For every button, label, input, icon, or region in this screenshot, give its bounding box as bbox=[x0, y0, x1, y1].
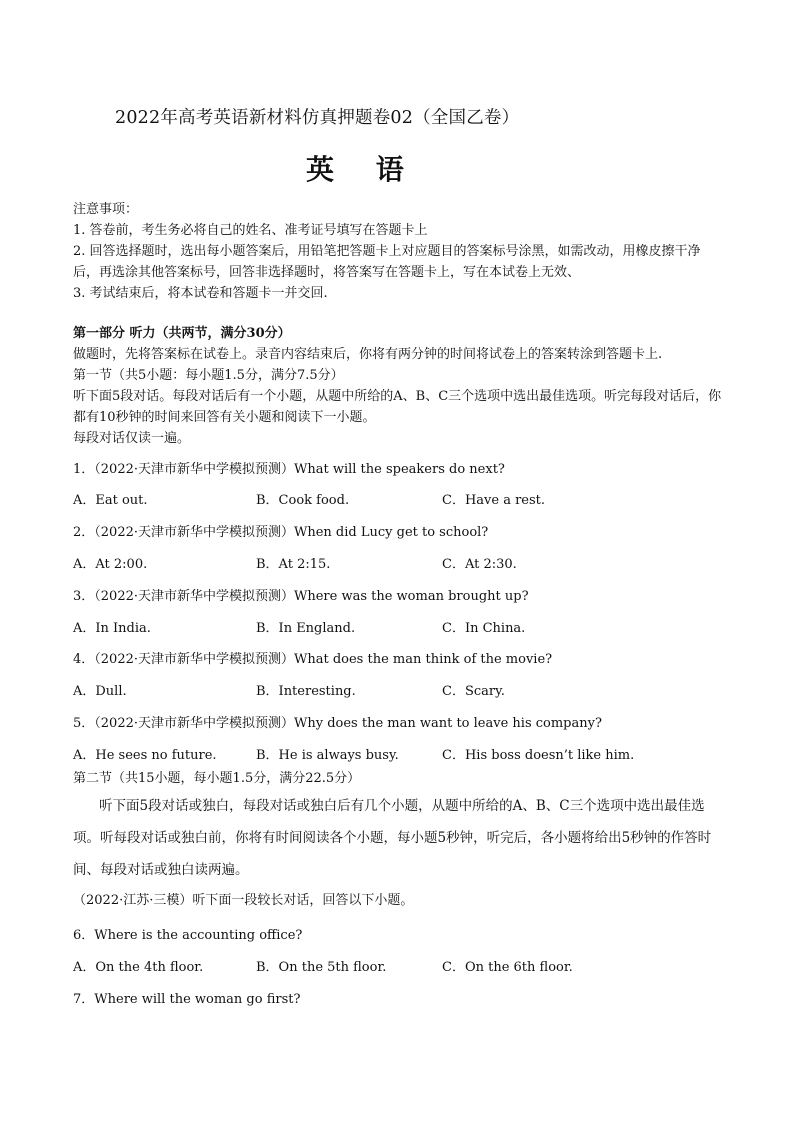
question-3-option-b: B．In England. bbox=[256, 621, 356, 636]
exam-title: 2022年高考英语新材料仿真押题卷02（全国乙卷） bbox=[115, 108, 520, 128]
question-6-option-a: A．On the 4th floor. bbox=[73, 960, 204, 975]
part1-instruction: 做题时，先将答案标在试卷上。录音内容结束后，你将有两分钟的时间将试卷上的答案转涂到答题卡上. bbox=[73, 347, 663, 362]
question-2-option-a: A．At 2:00. bbox=[73, 557, 148, 572]
notice-item-2: 2. 回答选择题时，选出每小题答案后，用铅笔把答题卡上对应题目的答案标号涂黑，如需改动，用橡皮擦干净后，再选涂其他答案标号，回答非选择题时，将答案写在答题卡上，写在本试卷上无效、 bbox=[73, 244, 701, 280]
section1-instruction: 听下面5段对话。每段对话后有一个小题，从题中所给的A、B、C三个选项中选出最佳选项。听完每段对话后，你都有10秒钟的时间来回答有关小题和阅读下一小题。 bbox=[73, 389, 722, 425]
question-1-stem: 1．（2022·天津市新华中学模拟预测）What will the speakers do next? bbox=[73, 462, 505, 477]
part1-heading: 第一部分 听力（共两节，满分30分） bbox=[73, 326, 291, 341]
source-line: （2022·江苏·三模）听下面一段较长对话，回答以下小题。 bbox=[73, 893, 414, 908]
question-6-option-c: C．On the 6th floor. bbox=[442, 960, 573, 975]
question-5-option-b: B．He is always busy. bbox=[256, 748, 399, 763]
notice-item-3: 3. 考试结束后，将本试卷和答题卡一并交回. bbox=[73, 286, 328, 301]
notice-item-1: 1. 答卷前，考生务必将自己的姓名、准考证号填写在答题卡上 bbox=[73, 223, 428, 238]
question-3-option-c: C．In China. bbox=[442, 621, 526, 636]
question-3-option-a: A．In India. bbox=[73, 621, 151, 636]
question-5-stem: 5．（2022·天津市新华中学模拟预测）Why does the man want to leave his company? bbox=[73, 716, 602, 731]
section1-heading: 第一节（共5小题：每小题1.5分，满分7.5分） bbox=[73, 368, 344, 383]
question-1-option-c: C．Have a rest. bbox=[442, 493, 546, 508]
section1-note: 每段对话仅读一遍。 bbox=[73, 431, 191, 446]
question-1-option-a: A．Eat out. bbox=[73, 493, 148, 508]
question-1-option-b: B．Cook food. bbox=[256, 493, 350, 508]
question-7-stem: 7．Where will the woman go first? bbox=[73, 992, 301, 1007]
subject-heading: 英 语 bbox=[306, 153, 420, 186]
section2-heading: 第二节（共15小题，每小题1.5分，满分22.5分） bbox=[73, 771, 361, 786]
section2-instruction: 听下面5段对话或独白，每段对话或独白后有几个小题，从题中所给的A、B、C三个选项中选出最佳选项。听每段对话或独白前，你将有时间阅读各个小题，每小题5秒钟，听完后，各小题将给出5秒钟的作答时间、每段对话或独白读两遍。 bbox=[73, 798, 712, 878]
question-2-option-c: C．At 2:30. bbox=[442, 557, 517, 572]
question-2-option-b: B．At 2:15. bbox=[256, 557, 331, 572]
question-5-option-c: C．His boss doesn’t like him. bbox=[442, 748, 635, 763]
question-3-stem: 3．（2022·天津市新华中学模拟预测）Where was the woman brought up? bbox=[73, 589, 529, 604]
question-6-option-b: B．On the 5th floor. bbox=[256, 960, 387, 975]
question-5-option-a: A．He sees no future. bbox=[73, 748, 217, 763]
question-4-option-a: A．Dull. bbox=[73, 684, 127, 699]
question-2-stem: 2．（2022·天津市新华中学模拟预测）When did Lucy get to school? bbox=[73, 525, 489, 540]
question-6-stem: 6．Where is the accounting office? bbox=[73, 928, 303, 943]
question-4-stem: 4．（2022·天津市新华中学模拟预测）What does the man think of the movie? bbox=[73, 652, 553, 667]
notice-heading: 注意事项： bbox=[73, 202, 139, 217]
question-4-option-c: C．Scary. bbox=[442, 684, 505, 699]
question-4-option-b: B．Interesting. bbox=[256, 684, 356, 699]
